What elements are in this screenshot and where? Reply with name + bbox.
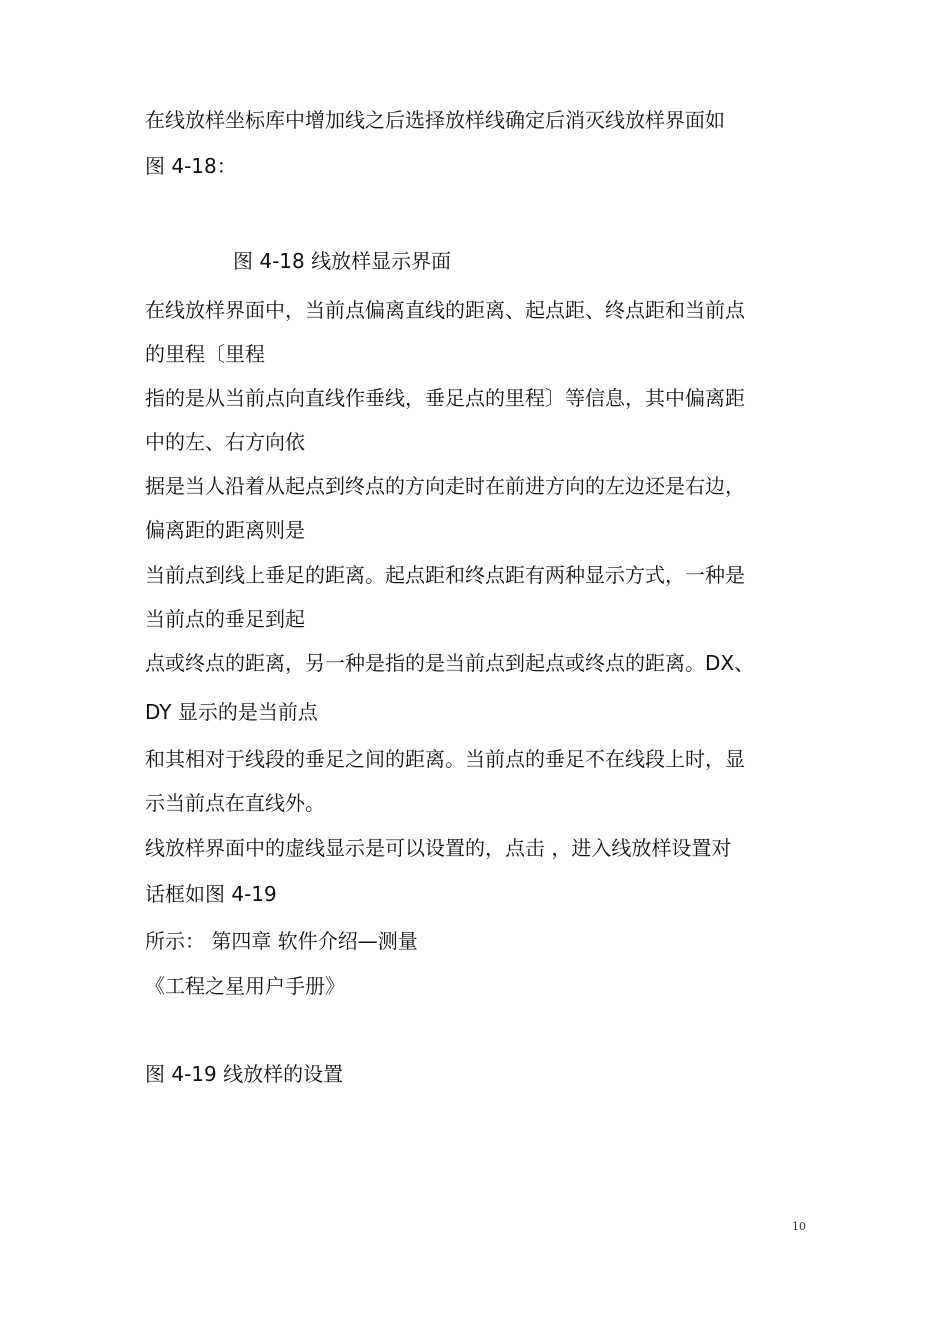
figure-4-18-caption: 图 4-18 线放样显示界面	[233, 249, 452, 273]
body-line: 当前点的垂足到起	[145, 607, 305, 631]
body-line: DY 显示的是当前点	[145, 700, 318, 724]
body-line: 偏离距的距离则是	[145, 518, 305, 542]
body-line: 话框如图 4-19	[145, 882, 277, 906]
body-line: 《工程之星用户手册》	[145, 974, 345, 998]
body-line: 在线放样界面中，当前点偏离直线的距离、起点距、终点距和当前点	[145, 298, 745, 322]
body-line: 中的左、右方向依	[145, 430, 305, 454]
body-line: 点或终点的距离，另一种是指的是当前点到起点或终点的距离。DX、	[145, 651, 755, 675]
body-line: 指的是从当前点向直线作垂线，垂足点的里程〕等信息，其中偏离距	[145, 386, 745, 410]
body-line: 据是当人沿着从起点到终点的方向走时在前进方向的左边还是右边，	[145, 474, 745, 498]
page-number: 10	[792, 1220, 806, 1233]
body-line: 当前点到线上垂足的距离。起点距和终点距有两种显示方式，一种是	[145, 563, 745, 587]
body-line: 线放样界面中的虚线显示是可以设置的，点击 ，进入线放样设置对	[145, 836, 732, 860]
body-line: 所示： 第四章 软件介绍—测量	[145, 929, 418, 953]
body-line: 和其相对于线段的垂足之间的距离。当前点的垂足不在线段上时，显	[145, 747, 745, 771]
body-line: 示当前点在直线外。	[145, 791, 325, 815]
intro-line-1: 在线放样坐标库中增加线之后选择放样线确定后消灭线放样界面如	[145, 108, 725, 132]
body-line: 的里程〔里程	[145, 342, 265, 366]
intro-line-2: 图 4-18：	[145, 154, 237, 178]
figure-4-19-caption: 图 4-19 线放样的设置	[145, 1062, 344, 1086]
